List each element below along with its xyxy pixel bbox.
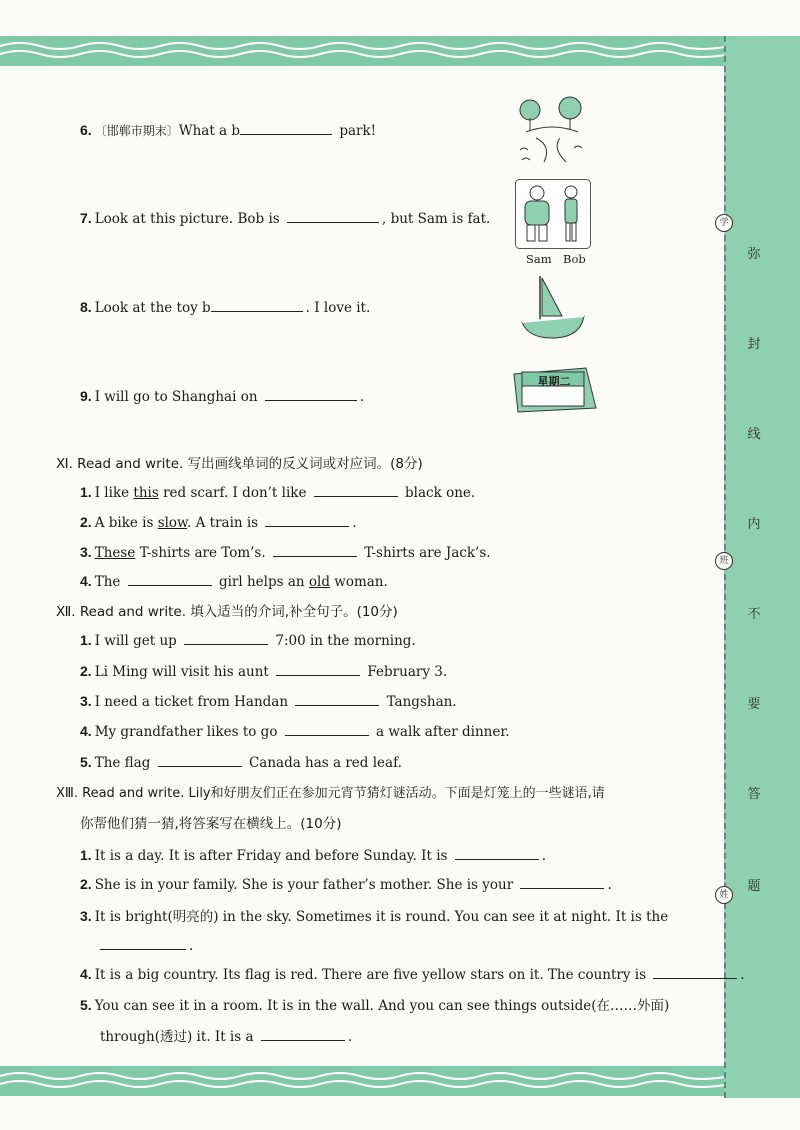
calendar-weekday: 星期二 — [537, 375, 571, 388]
s13-question-4: 4. It is a big country. Its flag is red. There are five yellow stars on it. The country is . — [80, 966, 745, 983]
s11-question-2: 2. A bike is slow. A train is . — [80, 514, 357, 531]
margin-char: 线 — [747, 427, 761, 442]
s12-question-2: 2. Li Ming will visit his aunt February 3. — [80, 663, 448, 680]
section-13-heading-cont: 你帮他们猜一猜,将答案写在横线上。(10分) — [80, 816, 342, 832]
s11-question-4: 4. The girl helps an old woman. — [80, 573, 388, 590]
answer-blank[interactable] — [285, 721, 369, 736]
answer-blank[interactable] — [287, 208, 379, 223]
s12-question-1: 1. I will get up 7:00 in the morning. — [80, 632, 416, 649]
sam-and-bob-illustration — [515, 179, 591, 249]
margin-char: 要 — [747, 697, 761, 712]
calendar-frame — [512, 364, 598, 414]
answer-blank[interactable] — [273, 542, 357, 557]
answer-blank[interactable] — [184, 630, 268, 645]
s12-question-4: 4. My grandfather likes to go a walk after dinner. — [80, 723, 510, 740]
answer-blank[interactable] — [158, 752, 242, 767]
s13-question-5-cont: through(透过) it. It is a . — [100, 1025, 352, 1045]
s13-question-2: 2. She is in your family. She is your father’s mother. She is your . — [80, 876, 612, 893]
margin-char: 封 — [747, 337, 761, 352]
s11-question-3: 3. These T-shirts are Tom’s. T-shirts are Jack’s. — [80, 544, 491, 561]
s11-question-1: 1. I like this red scarf. I don’t like black one. — [80, 484, 476, 501]
section-13-heading: ⅩⅢ. Read and write. Lily和好朋友们正在参加元宵节猜灯谜活动。下面是灯笼上的一些谜语,请 — [56, 786, 605, 801]
s13-question-3-blank: . — [100, 935, 193, 954]
s13-question-5: 5. You can see it in a room. It is in the wall. And you can see things outside(在……外面) — [80, 997, 670, 1014]
s13-question-1: 1. It is a day. It is after Friday and before Sunday. It is . — [80, 847, 547, 864]
question-6: 6. 〔邯郸市期末〕What a b park! — [80, 122, 377, 139]
answer-blank[interactable] — [295, 691, 379, 706]
answer-blank[interactable] — [455, 845, 539, 860]
question-8: 8. Look at the toy b . I love it. — [80, 299, 371, 316]
question-9: 9. I will go to Shanghai on . — [80, 388, 365, 405]
top-wave-border — [0, 36, 730, 66]
answer-blank[interactable] — [100, 935, 186, 950]
answer-blank[interactable] — [211, 297, 303, 312]
answer-blank[interactable] — [520, 874, 604, 889]
sealed-margin-sidebar — [724, 36, 800, 1098]
margin-char: 不 — [747, 607, 761, 622]
answer-blank[interactable] — [240, 120, 332, 135]
park-illustration — [516, 96, 588, 166]
section-11-heading: Ⅺ. Read and write. 写出画线单词的反义词或对应词。(8分) — [56, 456, 423, 472]
calendar-illustration — [512, 364, 598, 414]
answer-blank[interactable] — [265, 386, 357, 401]
seal-mark: 学 — [715, 214, 733, 232]
answer-blank[interactable] — [314, 482, 398, 497]
answer-blank[interactable] — [261, 1026, 345, 1041]
caption-bob: Bob — [563, 252, 586, 266]
margin-char: 题 — [747, 879, 761, 894]
s12-question-5: 5. The flag Canada has a red leaf. — [80, 754, 402, 771]
s13-question-3: 3. It is bright(明亮的) in the sky. Sometimes it is round. You can see it at night. It is the — [80, 908, 669, 925]
margin-char: 答 — [747, 787, 761, 802]
answer-blank[interactable] — [276, 661, 360, 676]
margin-char: 内 — [747, 517, 761, 532]
question-7: 7. Look at this picture. Bob is , but Sam is fat. — [80, 210, 491, 227]
s12-question-3: 3. I need a ticket from Handan Tangshan. — [80, 693, 457, 710]
section-12-heading: Ⅻ. Read and write. 填入适当的介词,补全句子。(10分) — [56, 604, 398, 620]
caption-sam: Sam — [526, 252, 552, 266]
toy-boat-illustration — [518, 272, 588, 344]
seal-mark: 班 — [715, 552, 733, 570]
question-source-tag: 〔邯郸市期末〕 — [94, 124, 179, 138]
answer-blank[interactable] — [653, 964, 737, 979]
seal-mark: 姓 — [715, 886, 733, 904]
margin-char: 弥 — [747, 247, 761, 262]
bottom-wave-border — [0, 1066, 730, 1096]
answer-blank[interactable] — [265, 512, 349, 527]
answer-blank[interactable] — [128, 571, 212, 586]
